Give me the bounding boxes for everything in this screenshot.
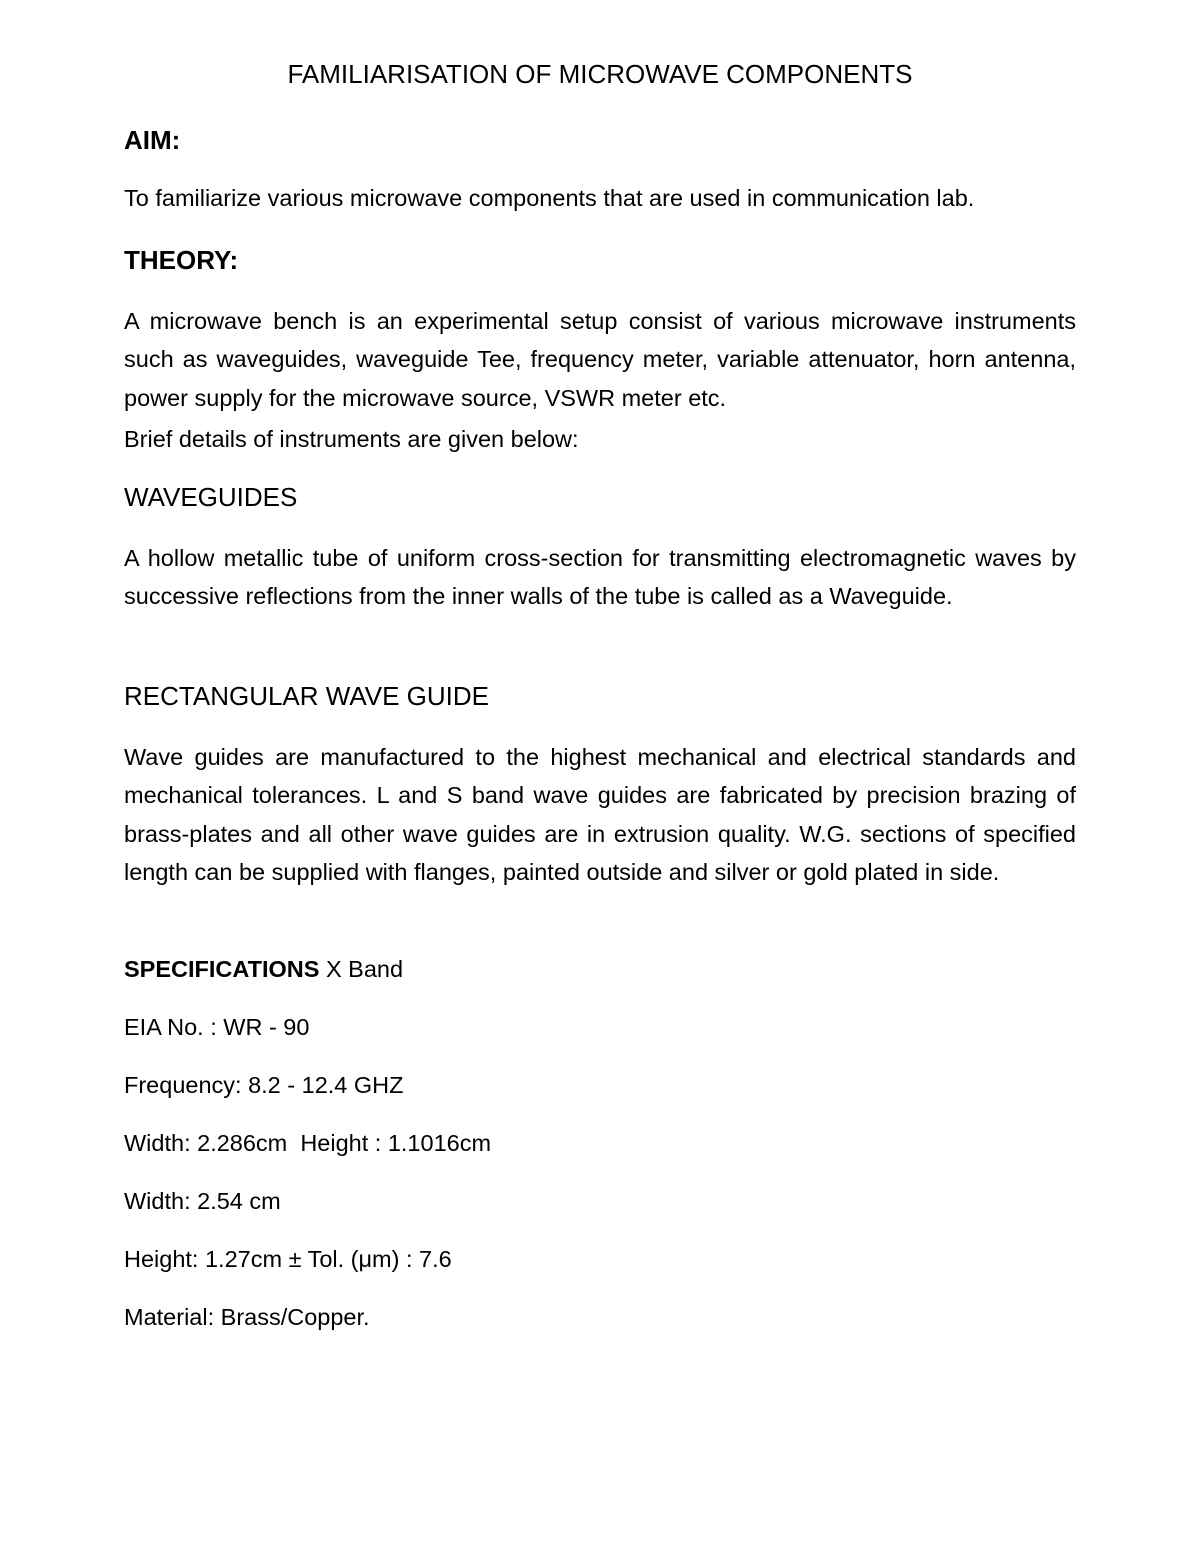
specifications-label: SPECIFICATIONS — [124, 956, 320, 982]
spec-frequency: Frequency: 8.2 - 12.4 GHZ — [124, 1072, 404, 1098]
theory-paragraph: A microwave bench is an experimental setup consist of various microwave instruments such as waveguides, waveguide Tee, frequency meter, variable attenuator, horn antenna, power supply for the microwave source, VSWR meter etc. — [124, 308, 1076, 411]
spec-eia: EIA No. : WR - 90 — [124, 1014, 310, 1040]
spec-material: Material: Brass/Copper. — [124, 1304, 370, 1330]
spec-width: Width: 2.54 cm — [124, 1188, 281, 1214]
specifications-band: X Band — [325, 956, 404, 982]
waveguides-heading: WAVEGUIDES — [124, 482, 298, 512]
spec-height: Height: 1.27cm ± Tol. (μm) : 7.6 — [124, 1246, 452, 1272]
theory-heading: THEORY: — [124, 245, 239, 275]
rectangular-paragraph: Wave guides are manufactured to the highest mechanical and electrical standards and mechanical tolerances. L and S band wave guides are fabricated by precision brazing of brass-plates and all other wave guides are in extrusion quality. W.G. sections of specified length can be supplied with flanges, painted outside and silver or gold plated in side. — [124, 744, 1076, 885]
rectangular-heading: RECTANGULAR WAVE GUIDE — [124, 681, 490, 711]
spec-width-height: Width: 2.286cm Height : 1.1016cm — [124, 1130, 492, 1156]
aim-text: To familiarize various microwave components that are used in communication lab. — [124, 185, 975, 211]
theory-paragraph-last-line: Brief details of instruments are given below: — [124, 426, 579, 452]
specifications-line — [124, 954, 1076, 984]
waveguides-paragraph: A hollow metallic tube of uniform cross-section for transmitting electromagnetic waves by successive reflections from the inner walls of the tube is called as a Waveguide. — [124, 545, 1076, 610]
page-title: FAMILIARISATION OF MICROWAVE COMPONENTS — [287, 59, 913, 89]
aim-heading: AIM: — [124, 125, 181, 155]
